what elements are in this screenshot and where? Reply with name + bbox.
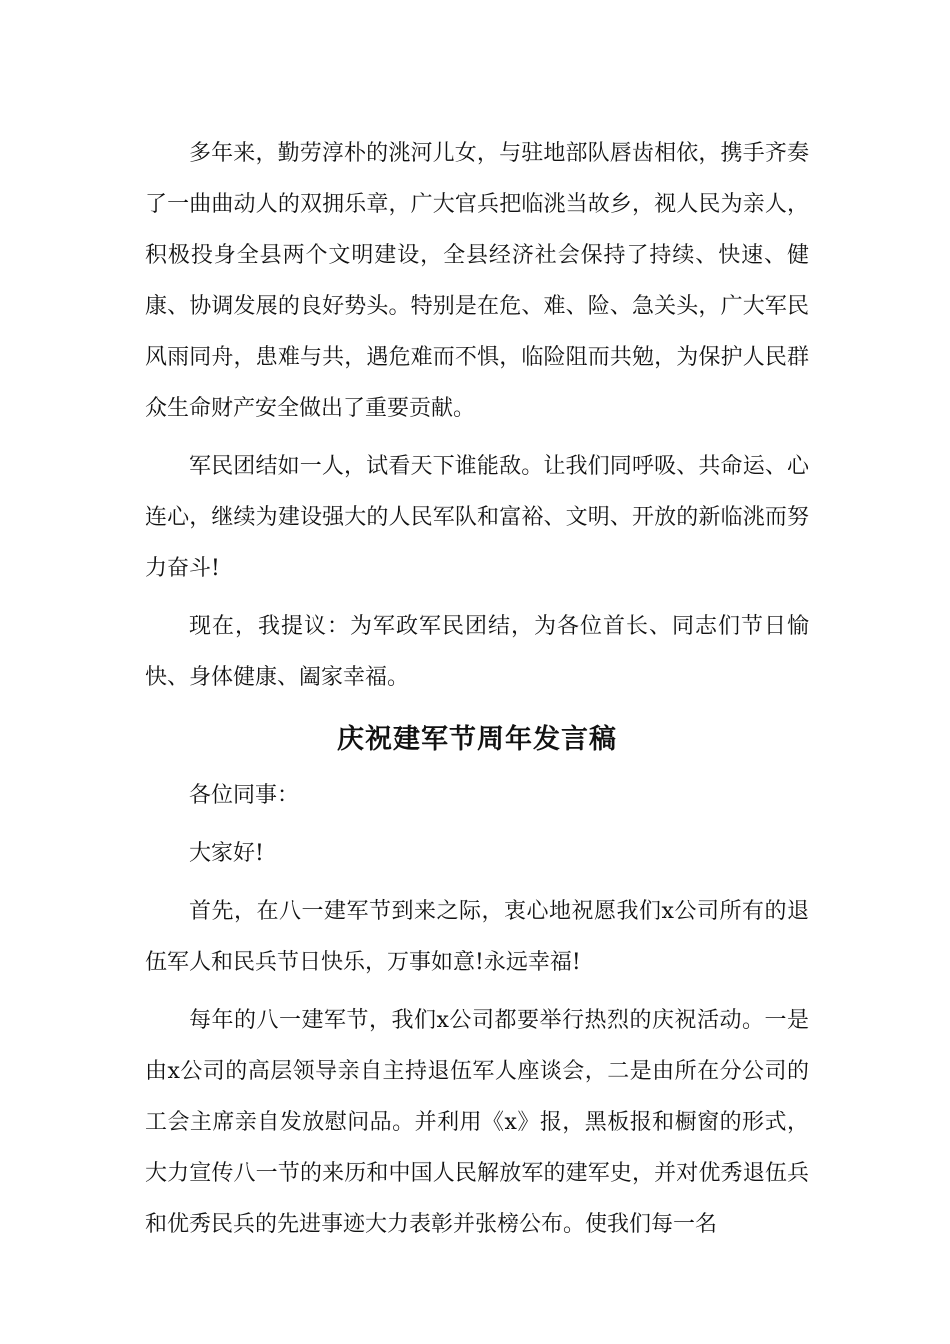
paragraph-military-civilian-history: 多年来，勤劳淳朴的洮河儿女，与驻地部队唇齿相依，携手齐奏了一曲曲动人的双拥乐章，广大官兵把临洮当故乡，视人民为亲人，积极投身全县两个文明建设，全县经济社会保持了持续、快速、健康、协调发展的良好势头。特别是在危、难、险、急关头，广大军民风雨同舟，患难与共，遇危难而不惧，临险阻而共勉，为保护人民群众生命财产安全做出了重要贡献。 — [145, 141, 809, 421]
speech-title: 庆祝建军节周年发言稿 — [337, 724, 617, 755]
document-body — [145, 128, 809, 1257]
paragraph-wishes: 首先，在八一建军节到来之际，衷心地祝愿我们x公司所有的退伍军人和民兵节日快乐，万事如意!永远幸福! — [145, 899, 809, 975]
paragraph-celebration-activities: 每年的八一建军节，我们x公司都要举行热烈的庆祝活动。一是由x公司的高层领导亲自主持退伍军人座谈会，二是由所在分公司的工会主席亲自发放慰问品。并利用《x》报，黑板报和橱窗的形式，大力宣传八一节的来历和中国人民解放军的建军史，并对优秀退伍兵和优秀民兵的先进事迹大力表彰并张榜公布。使我们每一名 — [145, 1008, 809, 1237]
paragraph-salutation: 各位同事： — [189, 783, 300, 808]
paragraph-unity-call: 军民团结如一人，试看天下谁能敌。让我们同呼吸、共命运、心连心，继续为建设强大的人民军队和富裕、文明、开放的新临洮而努力奋斗! — [145, 454, 809, 581]
paragraph-greeting: 大家好! — [189, 841, 264, 866]
paragraph-toast: 现在，我提议：为军政军民团结，为各位首长、同志们节日愉快、身体健康、阖家幸福。 — [145, 614, 809, 690]
